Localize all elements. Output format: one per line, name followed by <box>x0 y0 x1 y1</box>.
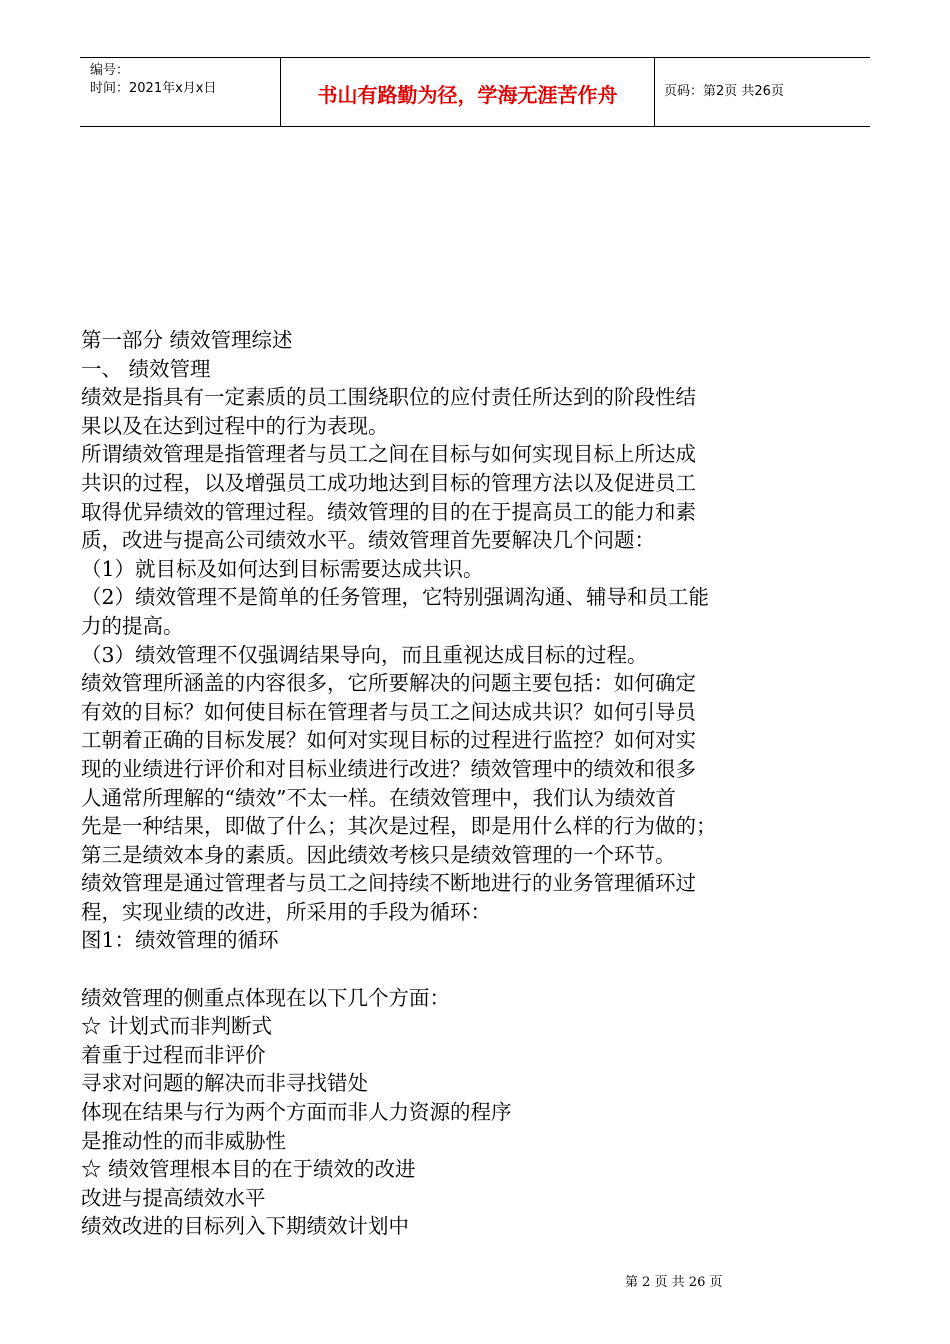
document-body <box>81 326 881 1241</box>
body-line: 程，实现业绩的改进，所采用的手段为循环： <box>81 899 491 924</box>
header-meta-cell <box>80 58 280 126</box>
body-line: ☆ 绩效管理根本目的在于绩效的改进 <box>81 1157 416 1182</box>
body-line: 所谓绩效管理是指管理者与员工之间在目标与如何实现目标上所达成 <box>81 442 696 467</box>
body-line: 共识的过程，以及增强员工成功地达到目标的管理方法以及促进员工 <box>81 470 696 495</box>
body-line: ☆ 计划式而非判断式 <box>81 1014 273 1039</box>
body-line: 取得优异绩效的管理过程。绩效管理的目的在于提高员工的能力和素 <box>81 499 696 524</box>
body-line: 是推动性的而非威胁性 <box>81 1128 286 1153</box>
body-line: 力的提高。 <box>81 613 184 638</box>
body-line: （3）绩效管理不仅强调结果导向，而且重视达成目标的过程。 <box>81 642 648 667</box>
body-line: 绩效改进的目标列入下期绩效计划中 <box>81 1214 409 1239</box>
body-line: 绩效管理是通过管理者与员工之间持续不断地进行的业务管理循环过 <box>81 871 696 896</box>
body-line: 绩效管理所涵盖的内容很多，它所要解决的问题主要包括：如何确定 <box>81 671 696 696</box>
body-line: 工朝着正确的目标发展？如何对实现目标的过程进行监控？如何对实 <box>81 728 696 753</box>
body-line: 人通常所理解的“绩效”不太一样。在绩效管理中，我们认为绩效首 <box>81 785 676 810</box>
body-line: 改进与提高绩效水平 <box>81 1185 266 1210</box>
body-line: 果以及在达到过程中的行为表现。 <box>81 413 389 438</box>
body-line: 先是一种结果，即做了什么；其次是过程，即是用什么样的行为做的； <box>81 814 717 839</box>
document-time-label: 时间：2021年x月x日 <box>90 81 217 96</box>
body-line: 图1：绩效管理的循环 <box>81 928 279 953</box>
body-line: 第三是绩效本身的素质。因此绩效考核只是绩效管理的一个环节。 <box>81 842 676 867</box>
body-line: 现的业绩进行评价和对目标业绩进行改进？绩效管理中的绩效和很多 <box>81 756 696 781</box>
document-number-label: 编号： <box>90 63 130 78</box>
header-motto: 书山有路勤为径，学海无涯苦作舟 <box>317 83 618 107</box>
document-header <box>80 57 870 127</box>
body-line: 第一部分 绩效管理综述 <box>81 328 293 352</box>
body-line: 着重于过程而非评价 <box>81 1042 266 1067</box>
body-line: 绩效是指具有一定素质的员工围绕职位的应付责任所达到的阶段性结 <box>81 385 696 410</box>
body-line: （2）绩效管理不是简单的任务管理，它特别强调沟通、辅导和员工能 <box>81 585 710 610</box>
blank-line <box>81 955 881 984</box>
body-line: 质，改进与提高公司绩效水平。绩效管理首先要解决几个问题： <box>81 528 655 553</box>
header-page-cell <box>654 58 870 126</box>
body-line: 寻求对问题的解决而非寻找错处 <box>81 1071 368 1096</box>
body-line: 一、 绩效管理 <box>81 356 211 381</box>
header-motto-cell <box>280 58 655 126</box>
body-line: 有效的目标？如何使目标在管理者与员工之间达成共识？如何引导员 <box>81 699 696 724</box>
body-line: 体现在结果与行为两个方面而非人力资源的程序 <box>81 1100 512 1125</box>
body-line: 绩效管理的侧重点体现在以下几个方面： <box>81 985 450 1010</box>
body-line: （1）就目标及如何达到目标需要达成共识。 <box>81 556 484 581</box>
header-page-code: 页码：第2页 共26页 <box>664 84 784 99</box>
page-footer: 第 2 页 共 26 页 <box>625 1275 723 1290</box>
